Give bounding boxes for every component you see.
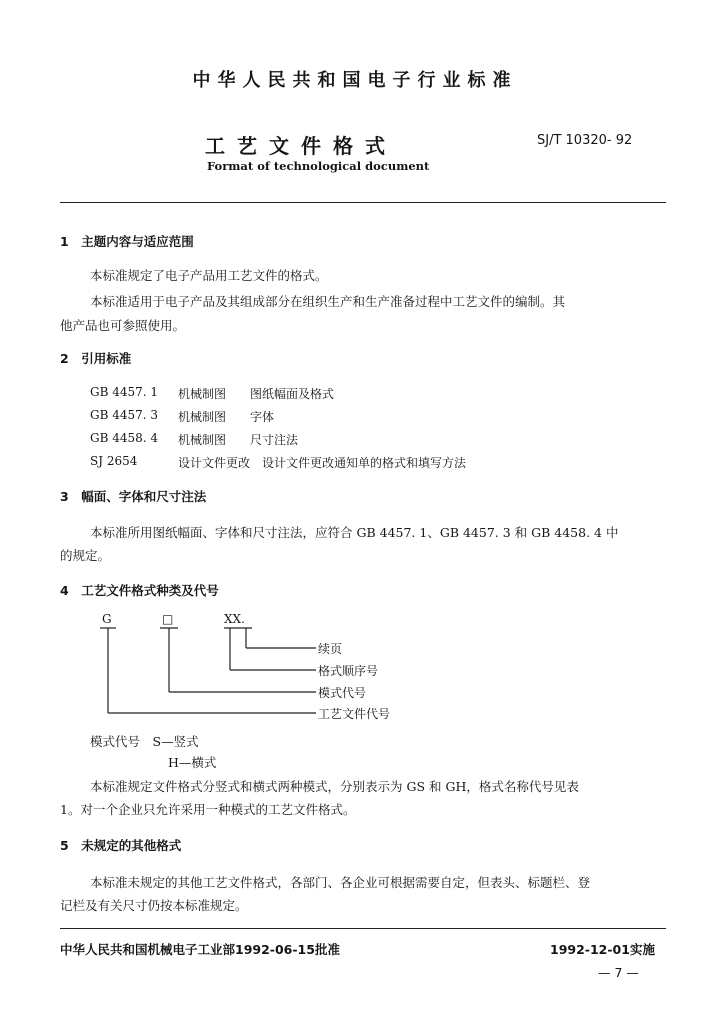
standard-title: 中华人民共和国电子行业标准 (192, 70, 518, 91)
mode-code-line: H—横式 (168, 755, 217, 770)
section-5-heading: 5 未规定的其他格式 (60, 838, 182, 853)
diagram-label-continuation: 续页 (318, 642, 343, 656)
document-title-english: Format of technological document (207, 159, 430, 173)
section-1-paragraph: 本标准适用于电子产品及其组成部分在组织生产和生产准备过程中工艺文件的编制。其 (90, 294, 566, 309)
approval-statement: 中华人民共和国机械电子工业部1992-06-15批准 (60, 942, 340, 957)
diagram-code-xx: XX. (224, 612, 245, 626)
footer-divider (60, 928, 666, 929)
section-3-heading: 3 幅面、字体和尺寸注法 (60, 489, 207, 504)
section-2-heading: 2 引用标准 (60, 351, 132, 366)
diagram-label-mode: 模式代号 (318, 686, 367, 700)
document-code: SJ/T 10320- 92 (537, 133, 633, 148)
reference-code: GB 4457. 3 (90, 408, 159, 422)
diagram-code-box: □ (162, 612, 174, 626)
section-1-paragraph: 本标准规定了电子产品用工艺文件的格式。 (90, 268, 328, 283)
document-title: 工艺文件格式 (205, 134, 397, 158)
reference-title: 设计文件更改 设计文件更改通知单的格式和填写方法 (178, 456, 467, 470)
effective-date: 1992-12-01实施 (550, 942, 655, 957)
reference-category: 机械制图 (178, 410, 227, 424)
reference-title: 字体 (250, 410, 275, 424)
section-1-paragraph: 他产品也可参照使用。 (60, 318, 186, 333)
section-1-heading: 1 主题内容与适应范围 (60, 234, 194, 249)
section-3-paragraph: 的规定。 (60, 548, 111, 563)
diagram-label-document-code: 工艺文件代号 (318, 707, 391, 721)
section-5-paragraph: 本标准未规定的其他工艺文件格式，各部门、各企业可根据需要自定，但表头、标题栏、登 (90, 875, 591, 890)
reference-category: 机械制图 (178, 433, 227, 447)
reference-category: 机械制图 (178, 387, 227, 401)
diagram-label-sequence: 格式顺序号 (318, 664, 379, 678)
reference-code: SJ 2654 (90, 454, 138, 468)
section-5-paragraph: 记栏及有关尺寸仍按本标准规定。 (60, 898, 248, 913)
section-4-paragraph: 本标准规定文件格式分竖式和横式两种模式，分别表示为 GS 和 GH，格式名称代号见表 (90, 779, 579, 794)
reference-code: GB 4458. 4 (90, 431, 159, 445)
page-number: — 7 — (598, 965, 639, 980)
section-4-paragraph: 1。对一个企业只允许采用一种模式的工艺文件格式。 (60, 802, 356, 817)
mode-code-line: 模式代号 S—竖式 (90, 734, 199, 749)
section-3-paragraph: 本标准所用图纸幅面、字体和尺寸注法，应符合 GB 4457. 1、GB 4457. 3 和 GB 4458. 4 中 (90, 525, 619, 540)
reference-title: 图纸幅面及格式 (250, 387, 335, 401)
diagram-code-g: G (102, 612, 112, 626)
section-4-heading: 4 工艺文件格式种类及代号 (60, 583, 219, 598)
reference-title: 尺寸注法 (250, 433, 299, 447)
reference-code: GB 4457. 1 (90, 385, 159, 399)
